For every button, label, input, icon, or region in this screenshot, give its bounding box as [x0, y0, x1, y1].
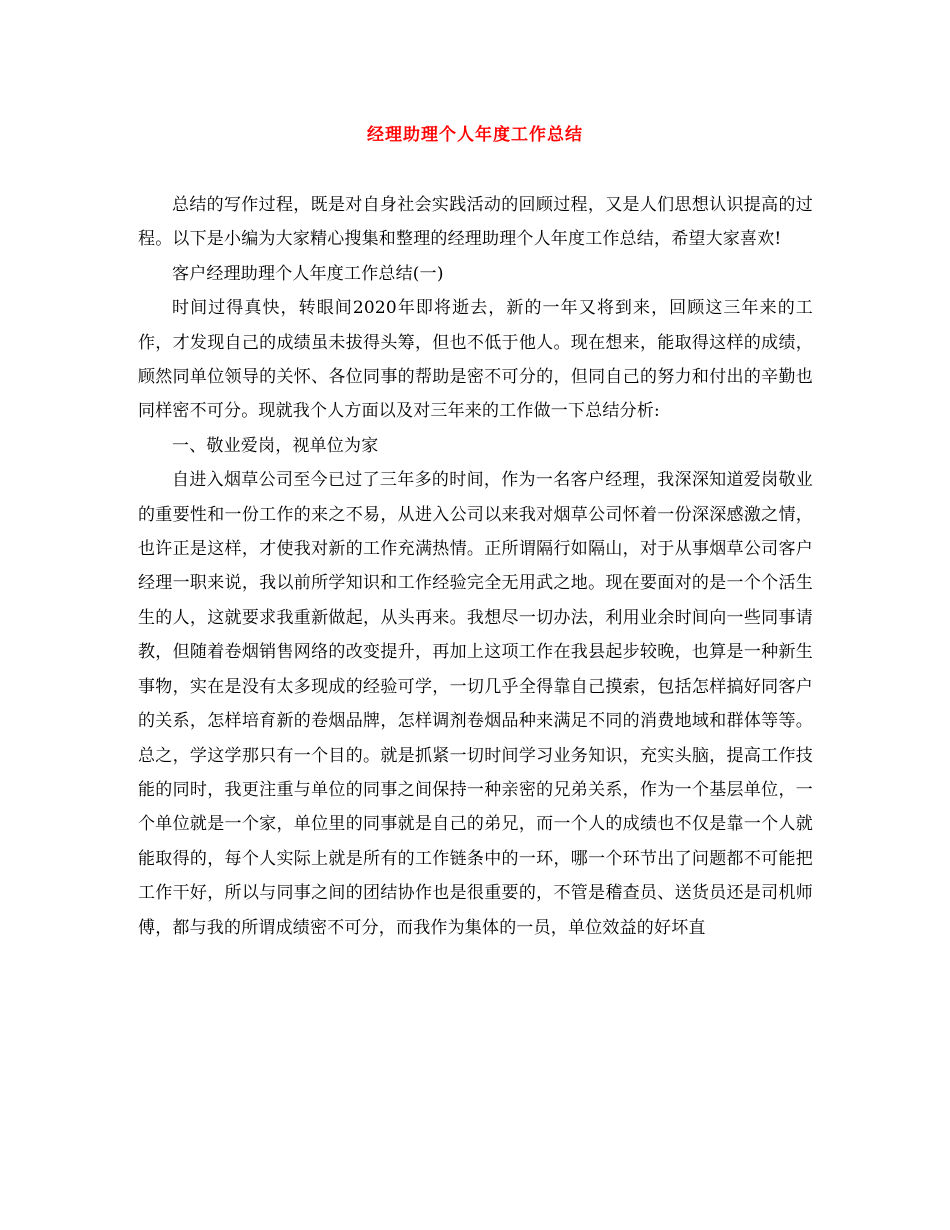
body-paragraph: 时间过得真快，转眼间2020年即将逝去，新的一年又将到来，回顾这三年来的工作，才发现自己的成绩虽未拔得头筹，但也不低于他人。现在想来，能取得这样的成绩，顾然同单位领导的关怀、各位同事的帮助是密不可分的，但同自己的努力和付出的辛勤也同样密不可分。现就我个人方面以及对三年来的工作做一下总结分析: [138, 298, 813, 422]
section-heading: 客户经理助理个人年度工作总结(一) [172, 263, 444, 284]
document-title: 经理助理个人年度工作总结 [367, 125, 583, 145]
body-paragraph: 自进入烟草公司至今已过了三年多的时间，作为一名客户经理，我深深知道爱岗敬业的重要性和一份工作的来之不易，从进入公司以来我对烟草公司怀着一份深深感激之情，也许正是这样，才使我对新的工作充满热情。正所谓隔行如隔山，对于从事烟草公司客户经理一职来说，我以前所学知识和工作经验完全无用武之地。现在要面对的是一个个活生生的人，这就要求我重新做起，从头再来。我想尽一切办法，利用业余时间向一些同事请教，但随着卷烟销售网络的改变提升，再加上这项工作在我县起步较晚，也算是一种新生事物，实在是没有太多现成的经验可学，一切几乎全得靠自己摸索，包括怎样搞好同客户的关系，怎样培育新的卷烟品牌，怎样调剂卷烟品种来满足不同的消费地域和群体等等。总之，学这学那只有一个目的。就是抓紧一切时间学习业务知识，充实头脑，提高工作技能的同时，我更注重与单位的同事之间保持一种亲密的兄弟关系，作为一个基层单位，一个单位就是一个家，单位里的同事就是自己的弟兄，而一个人的成绩也不仅是靠一个人就能取得的，每个人实际上就是所有的工作链条中的一环，哪一个环节出了问题都不可能把工作干好，所以与同事之间的团结协作也是很重要的，不管是稽查员、送货员还是司机师傅，都与我的所谓成绩密不可分，而我作为集体的一员，单位效益的好坏直 [138, 470, 813, 938]
intro-paragraph: 总结的写作过程，既是对自身社会实践活动的回顾过程，又是人们思想认识提高的过程。以下是小编为大家精心搜集和整理的经理助理个人年度工作总结，希望大家喜欢! [138, 195, 813, 250]
document-body [138, 188, 813, 945]
subsection-heading: 一、敬业爱岗，视单位为家 [172, 435, 379, 456]
